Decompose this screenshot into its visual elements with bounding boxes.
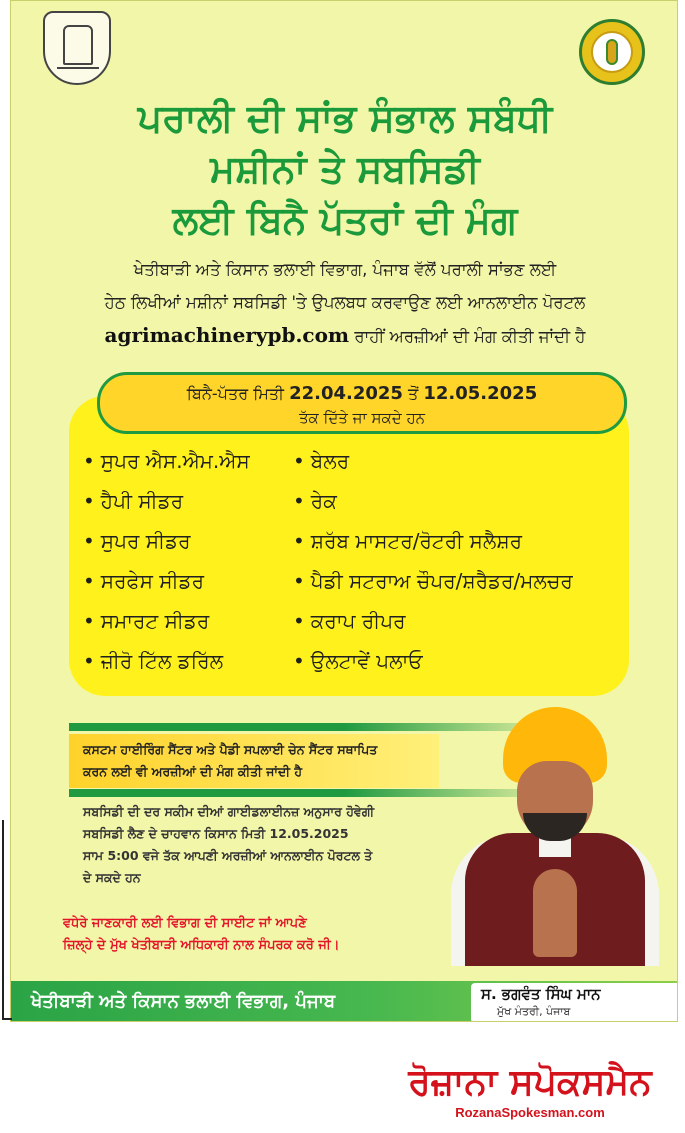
list-item: • ਰੇਕ xyxy=(293,481,573,521)
chief-minister-photo xyxy=(437,701,677,966)
department-name: ਖੇਤੀਬਾੜੀ ਅਤੇ ਕਿਸਾਨ ਭਲਾਈ ਵਿਭਾਗ, ਪੰਜਾਬ xyxy=(31,991,336,1012)
callout-text xyxy=(83,739,377,783)
frame-line xyxy=(2,820,4,1020)
headline-line-3: ਲਈ ਬਿਨੈ ਪੱਤਰਾਂ ਦੀ ਮੰਗ xyxy=(172,198,518,242)
info-line-2: ਜ਼ਿਲ੍ਹੇ ਦੇ ਮੁੱਖ ਖੇਤੀਬਾੜੀ ਅਧਿਕਾਰੀ ਨਾਲ ਸੰਪਰਕ ਕਰੋ ਜੀ। xyxy=(63,938,340,953)
name-card xyxy=(471,983,678,1022)
info-line-1: ਵਧੇਰੇ ਜਾਣਕਾਰੀ ਲਈ ਵਿਭਾਗ ਦੀ ਸਾਈਟ ਜਾਂ ਆਪਣੇ xyxy=(63,916,307,931)
callout-line-2: ਕਰਨ ਲਈ ਵੀ ਅਰਜ਼ੀਆਂ ਦੀ ਮੰਗ ਕੀਤੀ ਜਾਂਦੀ ਹੈ xyxy=(83,764,303,779)
rules-line-1: ਸਬਸਿਡੀ ਦੀ ਦਰ ਸਕੀਮ ਦੀਆਂ ਗਾਈਡਲਾਈਨਜ਼ ਅਨੁਸਾਰ ਹੋਵੇਗੀ xyxy=(83,804,375,819)
newspaper-brand: ਰੋਜ਼ਾਨਾ ਸਪੋਕਸਮੈਨ xyxy=(408,1061,652,1103)
contact-info xyxy=(63,913,340,957)
government-emblem-icon xyxy=(43,11,111,85)
headline xyxy=(11,93,678,246)
list-item: • ਜ਼ੀਰੋ ਟਿੱਲ ਡਰਿੱਲ xyxy=(83,641,250,681)
minister-designation: ਮੁੱਖ ਮੰਤਰੀ, ਪੰਜਾਬ xyxy=(497,1005,571,1018)
date-line xyxy=(100,375,624,407)
list-item: • ਸਰਫੇਸ ਸੀਡਰ xyxy=(83,561,250,601)
intro-text xyxy=(11,253,678,353)
date-banner xyxy=(97,372,627,434)
agriculture-department-logo-icon xyxy=(579,19,645,85)
list-item: • ਸ਼ਰੱਬ ਮਾਸਟਰ/ਰੋਟਰੀ ਸਲੈਸ਼ਰ xyxy=(293,521,573,561)
intro-line-2: ਹੇਠ ਲਿਖੀਆਂ ਮਸ਼ੀਨਾਂ ਸਬਸਿਡੀ 'ਤੇ ਉਪਲਬਧ ਕਰਵਾਉਣ ਲਈ ਆਨਲਾਈਨ ਪੋਰਟਲ xyxy=(104,293,586,312)
list-item: • ਬੇਲਰ xyxy=(293,441,573,481)
subsidy-rules xyxy=(83,801,374,889)
frame-line xyxy=(2,1018,12,1020)
list-item: • ਕਰਾਪ ਰੀਪਰ xyxy=(293,601,573,641)
rules-line-2: ਸਬਸਿਡੀ ਲੈਣ ਦੇ ਚਾਹਵਾਨ ਕਿਸਾਨ ਮਿਤੀ 12.05.2025 xyxy=(83,826,349,841)
callout-line-1: ਕਸਟਮ ਹਾਈਰਿੰਗ ਸੈਂਟਰ ਅਤੇ ਪੈਡੀ ਸਪਲਾਈ ਚੇਨ ਸੈਂਟਰ ਸਥਾਪਿਤ xyxy=(83,742,378,757)
headline-line-2: ਮਸ਼ੀਨਾਂ ਤੇ ਸਬਸਿਡੀ xyxy=(210,147,480,191)
advertisement xyxy=(10,0,678,1022)
date-line-2: ਤੱਕ ਦਿੱਤੇ ਜਾ ਸਕਦੇ ਹਨ xyxy=(298,409,426,427)
intro-line-3-rest: ਰਾਹੀਂ ਅਰਜ਼ੀਆਂ ਦੀ ਮੰਗ ਕੀਤੀ ਜਾਂਦੀ ਹੈ xyxy=(349,327,586,346)
date-prefix: ਬਿਨੈ-ਪੱਤਰ ਮਿਤੀ xyxy=(186,384,290,403)
list-item: • ਉਲਟਾਵੇਂ ਪਲਾਓ xyxy=(293,641,573,681)
list-item: • ਸੁਪਰ ਸੀਡਰ xyxy=(83,521,250,561)
list-item: • ਪੈਡੀ ਸਟਰਾਅ ਚੌਪਰ/ਸ਼ਰੈਡਰ/ਮਲਚਰ xyxy=(293,561,573,601)
minister-name: ਸ. ਭਗਵੰਤ ਸਿੰਘ ਮਾਨ xyxy=(481,985,601,1003)
portal-url: agrimachinerypb.com xyxy=(104,323,350,347)
intro-line-1: ਖੇਤੀਬਾੜੀ ਅਤੇ ਕਿਸਾਨ ਭਲਾਈ ਵਿਭਾਗ, ਪੰਜਾਬ ਵੱਲੋਂ ਪਰਾਲੀ ਸਾਂਭਣ ਲਈ xyxy=(133,260,557,279)
rules-line-3: ਸਾਮ 5:00 ਵਜੇ ਤੱਕ ਆਪਣੀ ਅਰਜ਼ੀਆਂ ਆਨਲਾਈਨ ਪੋਰਟਲ ਤੇ xyxy=(83,848,373,863)
start-date: 22.04.2025 xyxy=(289,383,403,404)
intro-line-3 xyxy=(11,319,678,353)
list-item: • ਸਮਾਰਟ ਸੀਡਰ xyxy=(83,601,250,641)
end-date: 12.05.2025 xyxy=(423,383,538,404)
list-item: • ਸੁਪਰ ਐਸ.ਐਮ.ਐਸ xyxy=(83,441,250,481)
newspaper-url[interactable]: RozanaSpokesman.com xyxy=(455,1105,605,1120)
newspaper-masthead xyxy=(380,1060,680,1130)
date-middle: ਤੋਂ xyxy=(402,384,424,403)
headline-line-1: ਪਰਾਲੀ ਦੀ ਸਾਂਭ ਸੰਭਾਲ ਸਬੰਧੀ xyxy=(137,96,553,140)
list-item: • ਹੈਪੀ ਸੀਡਰ xyxy=(83,481,250,521)
machine-list-left xyxy=(83,441,250,681)
machine-list-right xyxy=(293,441,573,681)
rules-line-4: ਦੇ ਸਕਦੇ ਹਨ xyxy=(83,870,141,885)
